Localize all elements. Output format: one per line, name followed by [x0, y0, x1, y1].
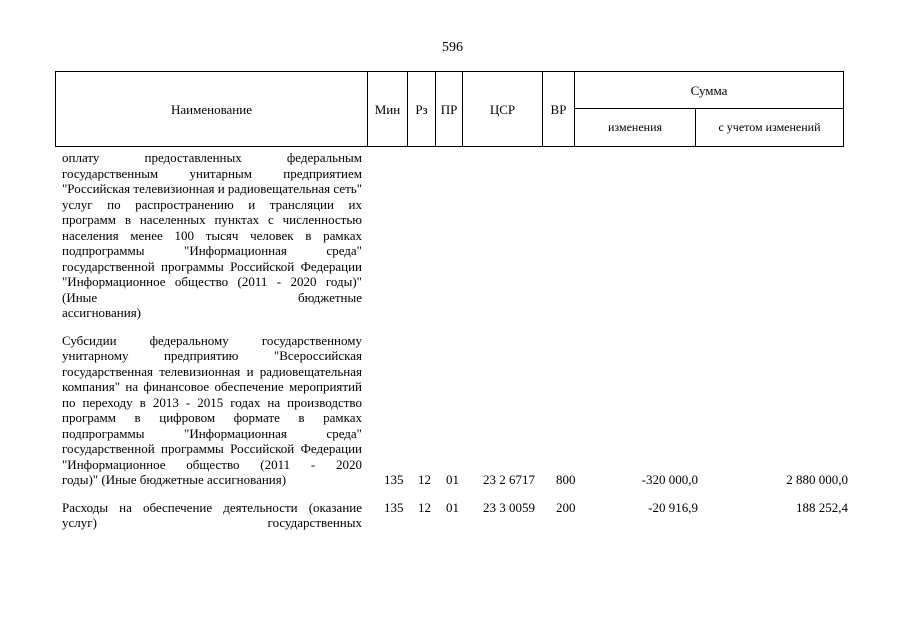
- header-name: Наименование: [56, 72, 368, 147]
- cell-total: 2 880 000,0: [786, 471, 848, 487]
- cell-total: 188 252,4: [796, 499, 848, 515]
- cell-change: -20 916,9: [648, 499, 698, 515]
- header-vr: ВР: [543, 72, 575, 147]
- header-csr: ЦСР: [463, 72, 543, 147]
- cell-min: 135: [384, 499, 404, 515]
- header-sum: Сумма: [575, 72, 844, 109]
- row-name: оплату предоставленных федеральным государственным унитарным предприятием "Российская телевизионная и радиовещательная сеть" услуг по распространению и трансляции их программ в населенных пунктах с численностью населения менее 100 тысяч человек в рамках подпрограммы "Информационная среда" государственной программы Российской Федерации "Информационное общество (2011 - 2020 годы)" (Иные бюджетные ассигнования): [62, 150, 362, 320]
- cell-vr: 200: [556, 499, 576, 515]
- cell-vr: 800: [556, 471, 576, 487]
- header-with-changes: с учетом изменений: [696, 109, 844, 147]
- header-change: изменения: [575, 109, 696, 147]
- cell-pr: 01: [446, 499, 459, 515]
- header-pr: ПР: [436, 72, 463, 147]
- page-number: 596: [442, 40, 463, 55]
- table-row: [62, 500, 848, 531]
- table-header: [55, 71, 844, 147]
- cell-rz: 12: [418, 499, 431, 515]
- cell-min: 135: [384, 471, 404, 487]
- cell-csr: 23 2 6717: [483, 471, 535, 487]
- cell-csr: 23 3 0059: [483, 499, 535, 515]
- table-row: [62, 150, 848, 321]
- header-rz: Рз: [408, 72, 436, 147]
- cell-change: -320 000,0: [641, 471, 698, 487]
- row-name: Расходы на обеспечение деятельности (оказание услуг) государственных: [62, 499, 362, 530]
- header-min: Мин: [368, 72, 408, 147]
- row-name: Субсидии федеральному государственному унитарному предприятию "Всероссийская государственная телевизионная и радиовещательная компания" на финансовое обеспечение мероприятий по переходу в 2013 - 2015 годах на производство программ в цифровом формате в рамках подпрограммы "Информационная среда" государственной программы Российской Федерации "Информационное общество (2011 - 2020 годы)" (Иные бюджетные ассигнования): [62, 332, 362, 487]
- table-row: [62, 333, 848, 488]
- table-body: [62, 150, 848, 543]
- cell-pr: 01: [446, 471, 459, 487]
- cell-rz: 12: [418, 471, 431, 487]
